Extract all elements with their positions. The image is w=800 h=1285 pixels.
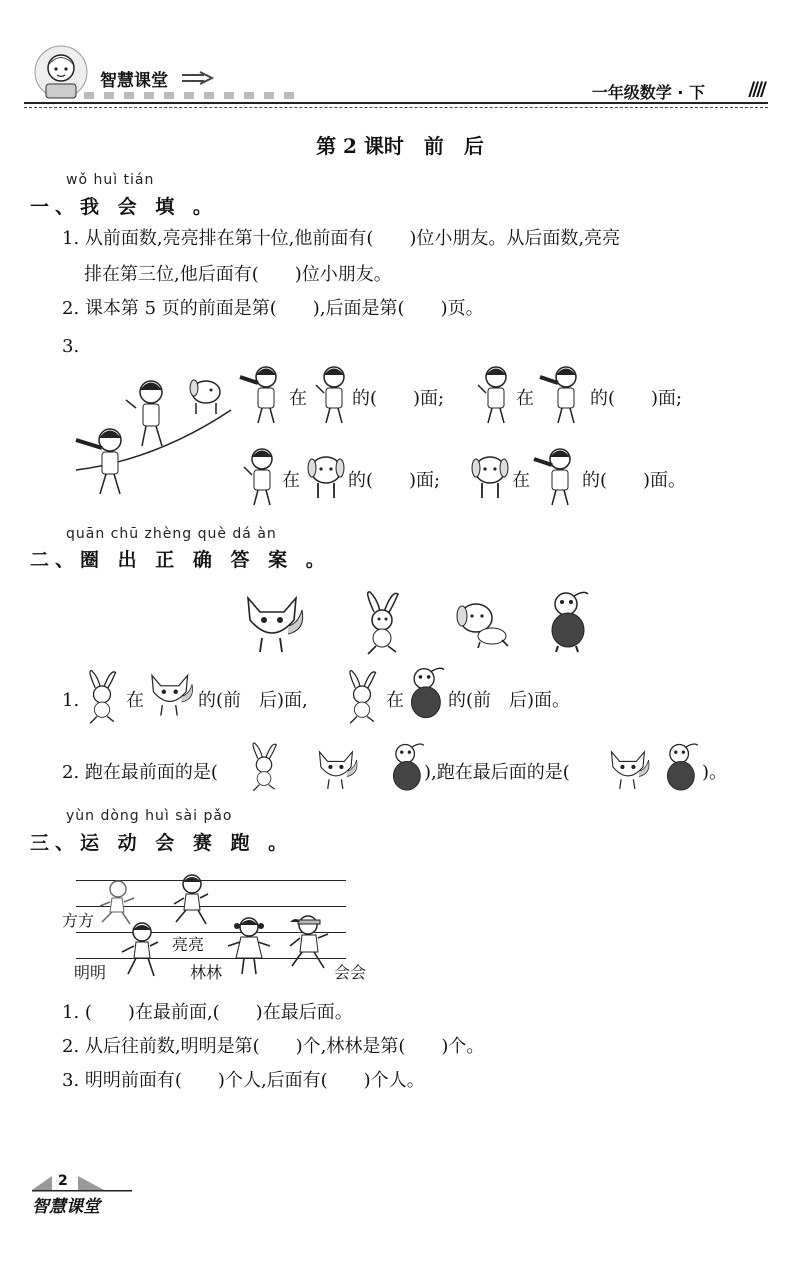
s1-q3-t5: 在 bbox=[282, 470, 300, 491]
s2-q1-number: 1. bbox=[62, 690, 80, 711]
rabbit-icon bbox=[244, 740, 284, 794]
runner-fangfang-icon bbox=[96, 880, 136, 926]
section3-title: 三、运 动 会 赛 跑 。 bbox=[30, 832, 294, 854]
section2-title: 二、圈 出 正 确 答 案 。 bbox=[30, 549, 331, 571]
kid-icon bbox=[472, 363, 516, 425]
s3-q3: 3. 明明前面有( )个人,后面有( )个人。 bbox=[62, 1070, 425, 1091]
s1-q1-line2: 排在第三位,他后面有( )位小朋友。 bbox=[84, 264, 392, 285]
kid-with-telescope-icon bbox=[238, 363, 286, 425]
name-label-linlin: 林林 bbox=[190, 963, 223, 982]
s1-q3-t8: 的( )面。 bbox=[582, 470, 687, 491]
fox-icon bbox=[240, 590, 310, 656]
s3-q2: 2. 从后往前数,明明是第( )个,林林是第( )个。 bbox=[62, 1036, 485, 1057]
header-squares bbox=[84, 92, 294, 99]
kid-with-telescope-icon bbox=[532, 445, 580, 507]
runner-liangliang-icon bbox=[168, 874, 210, 926]
fox-icon bbox=[314, 744, 362, 794]
name-label-fangfang: 方方 bbox=[62, 911, 95, 930]
s2-q2-t1: 2. 跑在最前面的是( bbox=[62, 762, 218, 783]
footer-brand: 智慧课堂 bbox=[32, 1197, 100, 1217]
turtle-icon bbox=[660, 742, 700, 796]
header-slashes: //// bbox=[748, 78, 764, 100]
kid-icon bbox=[238, 445, 282, 507]
s1-q1-line1: 1. 从前面数,亮亮排在第十位,他前面有( )位小朋友。从后面数,亮亮 bbox=[62, 228, 621, 249]
kid-icon bbox=[126, 381, 162, 446]
page-number: 2 bbox=[58, 1173, 68, 1189]
s2-q1-t1: 在 bbox=[126, 690, 144, 711]
runner-mingming-icon bbox=[118, 922, 160, 978]
s1-q3-t2: 的( )面; bbox=[352, 388, 445, 409]
section3-pinyin: yùn dòng huì sài pǎo bbox=[66, 808, 233, 824]
s1-q3-t4: 的( )面; bbox=[590, 388, 683, 409]
s1-q3-number: 3. bbox=[62, 336, 80, 357]
s2-q1-t2: 的(前 后)面, bbox=[198, 690, 308, 711]
dog-icon bbox=[466, 452, 512, 502]
kid-with-telescope-icon bbox=[76, 429, 121, 494]
name-label-huihui: 会会 bbox=[334, 963, 367, 982]
header-subject: 一年级数学 · 下 bbox=[591, 83, 705, 102]
s1-q3-t3: 在 bbox=[516, 388, 534, 409]
rabbit-icon bbox=[80, 668, 124, 726]
kid-with-telescope-icon bbox=[538, 363, 586, 425]
header-rule bbox=[24, 102, 768, 104]
name-label-mingming: 明明 bbox=[74, 963, 107, 982]
s2-q1-t3: 在 bbox=[386, 690, 404, 711]
name-label-liangliang: 亮亮 bbox=[172, 935, 205, 954]
s1-q3-t1: 在 bbox=[289, 388, 307, 409]
s2-q2-t2: ),跑在最后面的是( bbox=[424, 762, 570, 783]
dog-icon bbox=[190, 380, 220, 414]
dog-icon bbox=[452, 598, 512, 648]
s3-q1: 1. ( )在最前面,( )在最后面。 bbox=[62, 1002, 353, 1023]
dog-icon bbox=[302, 452, 348, 502]
turtle-icon bbox=[386, 742, 426, 796]
runner-huihui-icon bbox=[286, 914, 330, 970]
header-brand: 智慧课堂 bbox=[100, 71, 168, 91]
runner-linlin-icon bbox=[226, 916, 272, 976]
s1-q3-t6: 的( )面; bbox=[348, 470, 441, 491]
rabbit-icon bbox=[356, 590, 408, 656]
s2-q1-t4: 的(前 后)面。 bbox=[448, 690, 571, 711]
header-rule-dashed bbox=[24, 107, 768, 108]
turtle-icon bbox=[544, 590, 590, 654]
turtle-icon bbox=[404, 666, 446, 724]
section2-pinyin: quān chū zhèng què dá àn bbox=[66, 526, 277, 542]
s1-q3-t7: 在 bbox=[512, 470, 530, 491]
s2-q2-t3: )。 bbox=[702, 762, 728, 783]
s1-q2: 2. 课本第 5 页的前面是第( ),后面是第( )页。 bbox=[62, 298, 484, 319]
fox-icon bbox=[146, 668, 198, 720]
hill-scene bbox=[66, 370, 236, 500]
kid-icon bbox=[310, 363, 354, 425]
lesson-title: 第 2 课时 前 后 bbox=[316, 134, 484, 158]
section1-pinyin: wǒ huì tián bbox=[66, 172, 155, 188]
header-arrow-icon bbox=[180, 70, 214, 89]
section1-title: 一、我 会 填 。 bbox=[30, 196, 218, 218]
fox-icon bbox=[606, 744, 654, 794]
rabbit-icon bbox=[340, 668, 384, 726]
